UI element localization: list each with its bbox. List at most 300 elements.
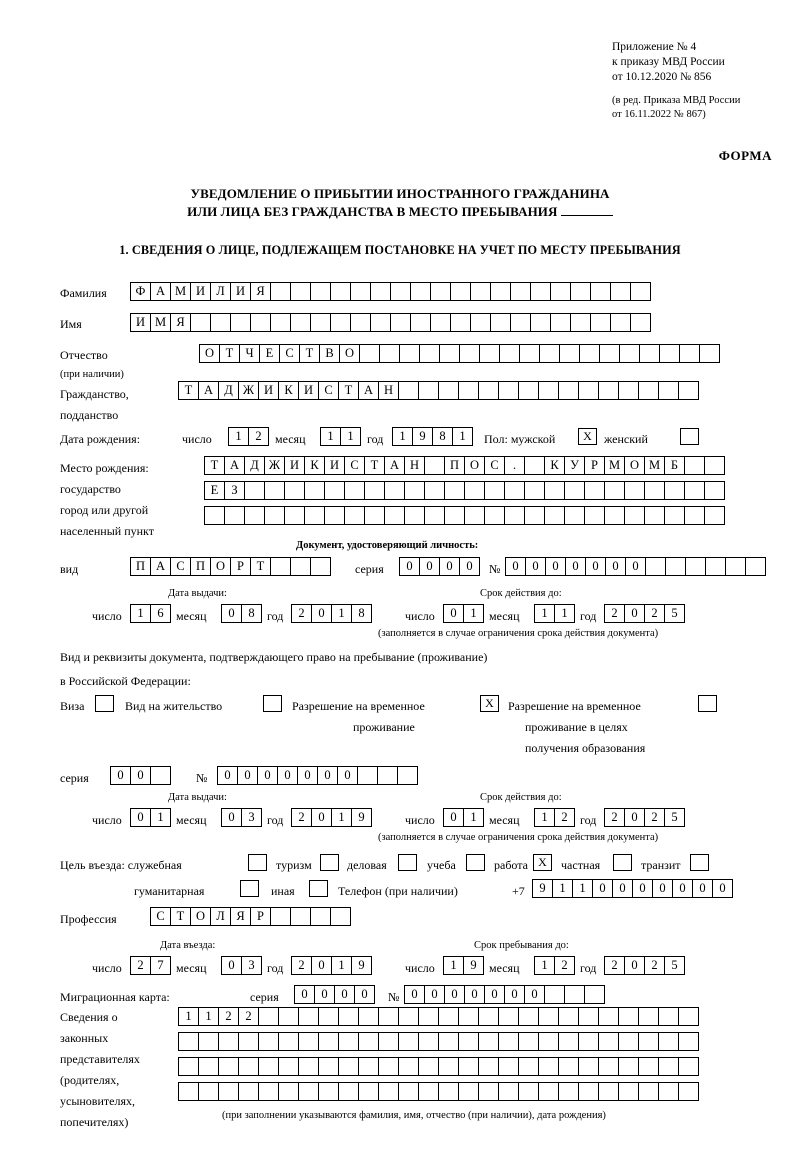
field-entry-day[interactable] <box>130 956 170 975</box>
cell[interactable]: 0 <box>311 808 332 827</box>
cell[interactable] <box>398 381 419 400</box>
cell[interactable] <box>598 381 619 400</box>
cell[interactable] <box>470 313 491 332</box>
cell[interactable] <box>450 313 471 332</box>
cell[interactable] <box>438 1082 459 1101</box>
cell[interactable] <box>439 344 460 363</box>
cell[interactable]: И <box>130 313 151 332</box>
cell[interactable]: Т <box>338 381 359 400</box>
cell[interactable] <box>338 1032 359 1051</box>
cell[interactable] <box>377 766 398 785</box>
checkbox-purpose-official[interactable] <box>248 854 267 871</box>
cell[interactable] <box>438 1032 459 1051</box>
cell[interactable]: 9 <box>463 956 484 975</box>
cell[interactable]: Д <box>244 456 265 475</box>
cell[interactable] <box>410 282 431 301</box>
cell[interactable] <box>630 282 651 301</box>
cell[interactable] <box>330 907 351 926</box>
cell[interactable] <box>524 456 545 475</box>
cell[interactable] <box>705 557 726 576</box>
cell[interactable]: 0 <box>221 604 242 623</box>
cell[interactable]: 0 <box>504 985 525 1004</box>
cell[interactable] <box>398 1082 419 1101</box>
cell[interactable] <box>658 1032 679 1051</box>
cell[interactable] <box>450 282 471 301</box>
field-doc-kind[interactable] <box>130 557 330 576</box>
cell[interactable] <box>678 1032 699 1051</box>
checkbox-purpose-other[interactable] <box>309 880 328 897</box>
cell[interactable] <box>658 1007 679 1026</box>
cell[interactable] <box>218 1082 239 1101</box>
cell[interactable]: И <box>258 381 279 400</box>
cell[interactable]: 0 <box>311 956 332 975</box>
cell[interactable]: 0 <box>424 985 445 1004</box>
cell[interactable] <box>558 1057 579 1076</box>
cell[interactable] <box>438 381 459 400</box>
cell[interactable] <box>398 1057 419 1076</box>
cell[interactable] <box>178 1057 199 1076</box>
field-stay-issue-month[interactable] <box>221 808 261 827</box>
field-legal-rep-row-1[interactable] <box>178 1007 698 1026</box>
cell[interactable] <box>318 1057 339 1076</box>
cell[interactable] <box>357 766 378 785</box>
cell[interactable]: О <box>464 456 485 475</box>
cell[interactable] <box>338 1007 359 1026</box>
cell[interactable] <box>250 313 271 332</box>
cell[interactable] <box>498 1057 519 1076</box>
cell[interactable]: 0 <box>439 557 460 576</box>
cell[interactable]: Ч <box>239 344 260 363</box>
cell[interactable] <box>598 1082 619 1101</box>
field-legal-rep-row-2[interactable] <box>178 1032 698 1051</box>
cell[interactable] <box>324 506 345 525</box>
cell[interactable] <box>370 282 391 301</box>
cell[interactable] <box>258 1007 279 1026</box>
field-citizenship[interactable] <box>178 381 698 400</box>
cell[interactable] <box>418 381 439 400</box>
cell[interactable]: 1 <box>443 956 464 975</box>
cell[interactable] <box>210 313 231 332</box>
cell[interactable]: 0 <box>525 557 546 576</box>
cell[interactable] <box>318 1007 339 1026</box>
cell[interactable] <box>684 481 705 500</box>
cell[interactable] <box>604 481 625 500</box>
cell[interactable]: 0 <box>484 985 505 1004</box>
cell[interactable] <box>590 282 611 301</box>
cell[interactable]: 0 <box>399 557 420 576</box>
cell[interactable] <box>598 1032 619 1051</box>
cell[interactable]: 1 <box>178 1007 199 1026</box>
cell[interactable]: 0 <box>419 557 440 576</box>
checkbox-purpose-business[interactable] <box>398 854 417 871</box>
cell[interactable]: 0 <box>130 766 151 785</box>
cell[interactable]: Т <box>170 907 191 926</box>
cell[interactable]: 1 <box>150 808 171 827</box>
cell[interactable]: 2 <box>554 956 575 975</box>
cell[interactable] <box>530 313 551 332</box>
cell[interactable] <box>478 381 499 400</box>
field-birth-day[interactable] <box>228 427 268 446</box>
cell[interactable] <box>578 1032 599 1051</box>
cell[interactable]: 0 <box>334 985 355 1004</box>
cell[interactable]: 0 <box>311 604 332 623</box>
cell[interactable]: 1 <box>198 1007 219 1026</box>
cell[interactable] <box>218 1032 239 1051</box>
checkbox-purpose-tourism[interactable] <box>320 854 339 871</box>
cell[interactable] <box>658 1057 679 1076</box>
field-mc-number[interactable] <box>404 985 604 1004</box>
cell[interactable] <box>498 1007 519 1026</box>
cell[interactable] <box>424 481 445 500</box>
cell[interactable] <box>310 907 331 926</box>
cell[interactable]: 3 <box>241 956 262 975</box>
cell[interactable]: И <box>324 456 345 475</box>
cell[interactable]: Т <box>204 456 225 475</box>
cell[interactable]: 0 <box>317 766 338 785</box>
cell[interactable]: С <box>344 456 365 475</box>
cell[interactable]: Е <box>259 344 280 363</box>
cell[interactable] <box>358 1007 379 1026</box>
field-patronymic[interactable] <box>199 344 719 363</box>
cell[interactable] <box>490 313 511 332</box>
cell[interactable]: Д <box>218 381 239 400</box>
cell[interactable]: 8 <box>432 427 453 446</box>
cell[interactable] <box>278 1082 299 1101</box>
cell[interactable] <box>290 557 311 576</box>
checkbox-edu-residence[interactable] <box>698 695 717 712</box>
cell[interactable]: 0 <box>524 985 545 1004</box>
cell[interactable]: 0 <box>459 557 480 576</box>
cell[interactable] <box>244 506 265 525</box>
cell[interactable] <box>578 1057 599 1076</box>
cell[interactable] <box>270 907 291 926</box>
cell[interactable]: 2 <box>291 604 312 623</box>
cell[interactable] <box>704 481 725 500</box>
cell[interactable] <box>150 766 171 785</box>
cell[interactable]: С <box>484 456 505 475</box>
cell[interactable] <box>350 313 371 332</box>
cell[interactable] <box>384 481 405 500</box>
cell[interactable] <box>284 506 305 525</box>
field-doc-valid-day[interactable] <box>443 604 483 623</box>
cell[interactable] <box>538 1082 559 1101</box>
cell[interactable] <box>510 282 531 301</box>
cell[interactable]: 2 <box>238 1007 259 1026</box>
cell[interactable]: 5 <box>664 956 685 975</box>
cell[interactable] <box>678 1007 699 1026</box>
cell[interactable] <box>399 344 420 363</box>
cell[interactable]: 9 <box>351 956 372 975</box>
cell[interactable] <box>685 557 706 576</box>
field-stay-year[interactable] <box>604 956 684 975</box>
cell[interactable] <box>564 985 585 1004</box>
cell[interactable]: 2 <box>644 956 665 975</box>
field-legal-rep-row-4[interactable] <box>178 1082 698 1101</box>
cell[interactable]: П <box>190 557 211 576</box>
cell[interactable]: 0 <box>221 956 242 975</box>
cell[interactable] <box>684 506 705 525</box>
checkbox-purpose-transit[interactable] <box>690 854 709 871</box>
cell[interactable]: 0 <box>110 766 131 785</box>
cell[interactable]: 8 <box>241 604 262 623</box>
cell[interactable] <box>618 1082 639 1101</box>
cell[interactable] <box>384 506 405 525</box>
checkbox-temp-residence[interactable]: X <box>480 695 499 712</box>
cell[interactable] <box>298 1082 319 1101</box>
cell[interactable]: Т <box>178 381 199 400</box>
cell[interactable]: 2 <box>604 956 625 975</box>
checkbox-purpose-humanitarian[interactable] <box>240 880 259 897</box>
cell[interactable] <box>610 282 631 301</box>
cell[interactable] <box>264 506 285 525</box>
cell[interactable]: Ж <box>264 456 285 475</box>
cell[interactable]: 8 <box>351 604 372 623</box>
cell[interactable]: Р <box>230 557 251 576</box>
cell[interactable] <box>624 506 645 525</box>
cell[interactable] <box>358 1082 379 1101</box>
cell[interactable]: 1 <box>463 808 484 827</box>
cell[interactable] <box>358 1057 379 1076</box>
cell[interactable]: Л <box>210 907 231 926</box>
cell[interactable]: 0 <box>625 557 646 576</box>
checkbox-visa[interactable] <box>95 695 114 712</box>
cell[interactable]: 1 <box>320 427 341 446</box>
cell[interactable] <box>198 1082 219 1101</box>
cell[interactable]: О <box>210 557 231 576</box>
cell[interactable] <box>570 313 591 332</box>
cell[interactable] <box>390 282 411 301</box>
cell[interactable] <box>544 481 565 500</box>
cell[interactable]: Я <box>250 282 271 301</box>
cell[interactable]: 1 <box>534 956 555 975</box>
cell[interactable]: 1 <box>572 879 593 898</box>
cell[interactable]: С <box>150 907 171 926</box>
cell[interactable] <box>370 313 391 332</box>
cell[interactable] <box>619 344 640 363</box>
cell[interactable] <box>290 282 311 301</box>
cell[interactable] <box>378 1082 399 1101</box>
cell[interactable] <box>318 1082 339 1101</box>
cell[interactable]: Т <box>299 344 320 363</box>
cell[interactable] <box>638 381 659 400</box>
field-stay-day[interactable] <box>443 956 483 975</box>
cell[interactable]: Е <box>204 481 225 500</box>
cell[interactable] <box>458 1082 479 1101</box>
cell[interactable]: 0 <box>443 604 464 623</box>
cell[interactable]: 0 <box>404 985 425 1004</box>
cell[interactable]: О <box>624 456 645 475</box>
cell[interactable] <box>638 1057 659 1076</box>
cell[interactable] <box>270 557 291 576</box>
cell[interactable] <box>704 456 725 475</box>
cell[interactable]: Л <box>210 282 231 301</box>
cell[interactable] <box>444 506 465 525</box>
cell[interactable]: З <box>224 481 245 500</box>
cell[interactable]: 0 <box>565 557 586 576</box>
cell[interactable]: 5 <box>664 604 685 623</box>
cell[interactable]: 0 <box>585 557 606 576</box>
field-doc-issue-month[interactable] <box>221 604 261 623</box>
cell[interactable]: 0 <box>612 879 633 898</box>
cell[interactable] <box>290 313 311 332</box>
field-stay-issue-year[interactable] <box>291 808 371 827</box>
cell[interactable] <box>539 344 560 363</box>
field-birth-year[interactable] <box>392 427 472 446</box>
field-entry-month[interactable] <box>221 956 261 975</box>
cell[interactable] <box>430 282 451 301</box>
cell[interactable]: 7 <box>150 956 171 975</box>
cell[interactable]: П <box>130 557 151 576</box>
cell[interactable]: Б <box>664 456 685 475</box>
cell[interactable]: 0 <box>652 879 673 898</box>
cell[interactable] <box>478 1032 499 1051</box>
cell[interactable] <box>404 506 425 525</box>
cell[interactable] <box>258 1082 279 1101</box>
cell[interactable] <box>458 381 479 400</box>
cell[interactable]: А <box>150 557 171 576</box>
cell[interactable]: О <box>199 344 220 363</box>
checkbox-residence-permit[interactable] <box>263 695 282 712</box>
field-doc-issue-year[interactable] <box>291 604 371 623</box>
cell[interactable]: 2 <box>291 808 312 827</box>
cell[interactable] <box>278 1007 299 1026</box>
checkbox-purpose-private[interactable] <box>613 854 632 871</box>
cell[interactable]: Я <box>230 907 251 926</box>
cell[interactable] <box>658 1082 679 1101</box>
cell[interactable] <box>638 1032 659 1051</box>
cell[interactable] <box>570 282 591 301</box>
cell[interactable]: 9 <box>351 808 372 827</box>
cell[interactable]: 1 <box>452 427 473 446</box>
cell[interactable]: М <box>604 456 625 475</box>
cell[interactable] <box>404 481 425 500</box>
cell[interactable] <box>270 313 291 332</box>
cell[interactable]: 0 <box>545 557 566 576</box>
cell[interactable] <box>618 1007 639 1026</box>
cell[interactable] <box>558 1032 579 1051</box>
cell[interactable] <box>464 506 485 525</box>
cell[interactable]: А <box>384 456 405 475</box>
field-doc-valid-month[interactable] <box>534 604 574 623</box>
cell[interactable]: К <box>278 381 299 400</box>
cell[interactable]: О <box>339 344 360 363</box>
cell[interactable] <box>478 1057 499 1076</box>
cell[interactable]: 0 <box>624 808 645 827</box>
cell[interactable] <box>590 313 611 332</box>
cell[interactable] <box>344 481 365 500</box>
cell[interactable] <box>390 313 411 332</box>
cell[interactable] <box>238 1032 259 1051</box>
cell[interactable]: 0 <box>672 879 693 898</box>
cell[interactable]: 1 <box>392 427 413 446</box>
cell[interactable] <box>324 481 345 500</box>
cell[interactable] <box>298 1032 319 1051</box>
cell[interactable] <box>519 344 540 363</box>
cell[interactable] <box>618 1032 639 1051</box>
cell[interactable] <box>310 313 331 332</box>
cell[interactable] <box>378 1007 399 1026</box>
cell[interactable] <box>470 282 491 301</box>
cell[interactable] <box>558 381 579 400</box>
cell[interactable] <box>410 313 431 332</box>
cell[interactable] <box>630 313 651 332</box>
cell[interactable] <box>178 1082 199 1101</box>
cell[interactable] <box>524 481 545 500</box>
cell[interactable] <box>330 313 351 332</box>
checkbox-sex-female[interactable] <box>680 428 699 445</box>
cell[interactable]: 9 <box>412 427 433 446</box>
cell[interactable] <box>498 381 519 400</box>
cell[interactable] <box>238 1082 259 1101</box>
cell[interactable]: 0 <box>277 766 298 785</box>
cell[interactable] <box>398 1032 419 1051</box>
cell[interactable]: 0 <box>464 985 485 1004</box>
cell[interactable] <box>378 1032 399 1051</box>
cell[interactable] <box>538 1007 559 1026</box>
cell[interactable]: С <box>318 381 339 400</box>
cell[interactable]: 0 <box>444 985 465 1004</box>
cell[interactable]: Ж <box>238 381 259 400</box>
cell[interactable] <box>304 481 325 500</box>
cell[interactable] <box>458 1007 479 1026</box>
field-profession[interactable] <box>150 907 350 926</box>
cell[interactable]: 1 <box>331 808 352 827</box>
cell[interactable] <box>518 1057 539 1076</box>
cell[interactable]: 5 <box>664 808 685 827</box>
cell[interactable] <box>610 313 631 332</box>
field-mc-series[interactable] <box>294 985 374 1004</box>
cell[interactable]: 6 <box>150 604 171 623</box>
cell[interactable] <box>190 313 211 332</box>
cell[interactable] <box>644 481 665 500</box>
cell[interactable]: И <box>298 381 319 400</box>
cell[interactable]: Т <box>219 344 240 363</box>
cell[interactable]: 0 <box>237 766 258 785</box>
cell[interactable] <box>498 1082 519 1101</box>
cell[interactable]: 0 <box>712 879 733 898</box>
cell[interactable] <box>645 557 666 576</box>
cell[interactable]: Н <box>404 456 425 475</box>
field-birth-city[interactable] <box>204 481 724 500</box>
cell[interactable] <box>198 1032 219 1051</box>
cell[interactable]: 2 <box>291 956 312 975</box>
cell[interactable]: 1 <box>331 956 352 975</box>
cell[interactable] <box>418 1007 439 1026</box>
cell[interactable] <box>224 506 245 525</box>
checkbox-purpose-work[interactable]: X <box>533 854 552 871</box>
cell[interactable] <box>379 344 400 363</box>
cell[interactable]: 2 <box>554 808 575 827</box>
cell[interactable] <box>230 313 251 332</box>
cell[interactable] <box>418 1082 439 1101</box>
cell[interactable] <box>624 481 645 500</box>
cell[interactable] <box>518 381 539 400</box>
cell[interactable] <box>544 985 565 1004</box>
field-doc-number[interactable] <box>505 557 765 576</box>
cell[interactable] <box>604 506 625 525</box>
cell[interactable] <box>490 282 511 301</box>
cell[interactable] <box>564 506 585 525</box>
field-doc-issue-day[interactable] <box>130 604 170 623</box>
cell[interactable] <box>584 985 605 1004</box>
cell[interactable] <box>578 1007 599 1026</box>
cell[interactable] <box>558 1082 579 1101</box>
cell[interactable] <box>684 456 705 475</box>
cell[interactable] <box>479 344 500 363</box>
cell[interactable]: 0 <box>257 766 278 785</box>
cell[interactable] <box>478 1082 499 1101</box>
cell[interactable] <box>438 1057 459 1076</box>
